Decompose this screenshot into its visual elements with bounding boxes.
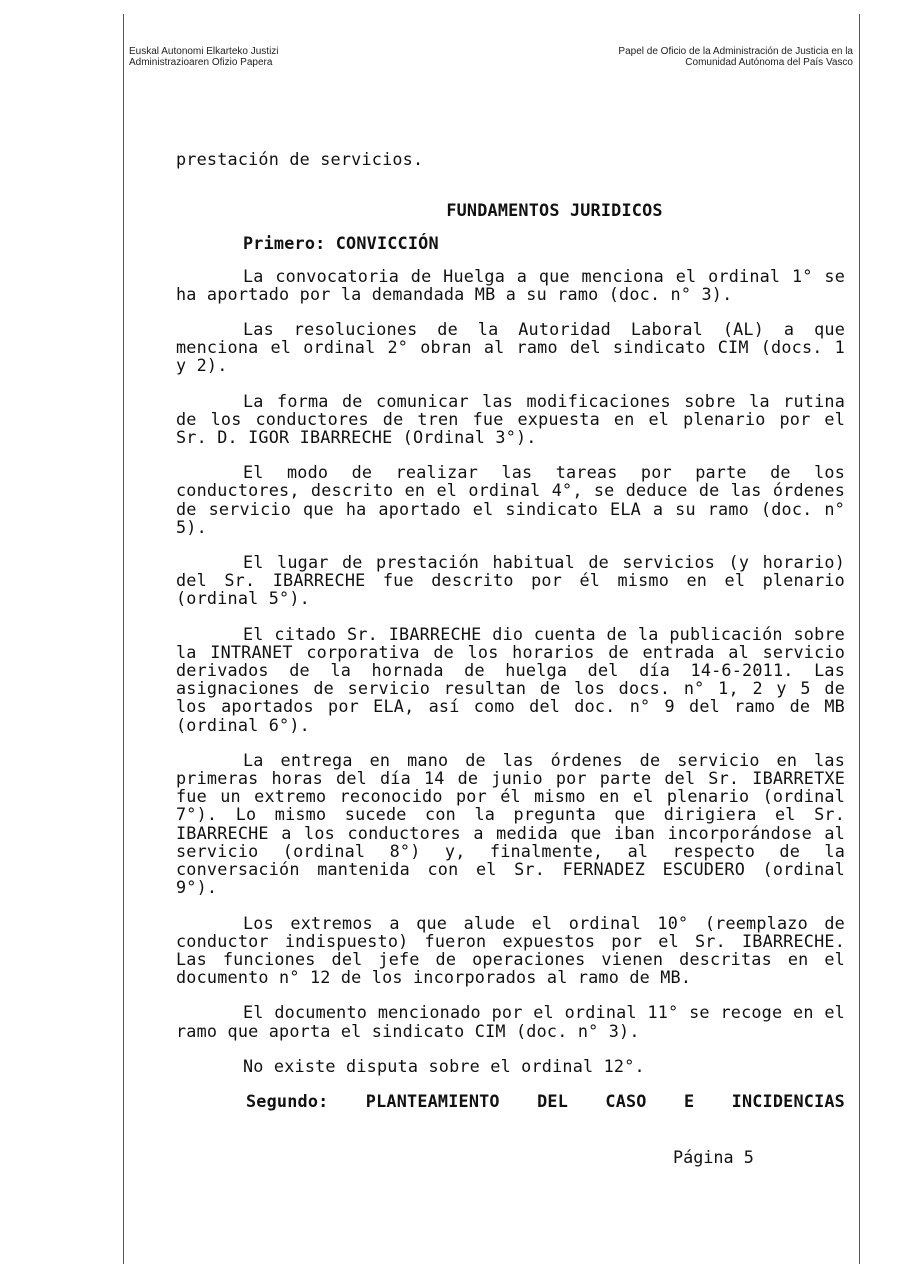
paragraph: La forma de comunicar las modificaciones sobre la rutina de los conductores de tren fue expuesta en el plenario por el Sr. D. IGOR IBARRECHE (Ordinal 3°).: [176, 390, 845, 448]
next-section-word: PLANTEAMIENTO: [365, 1090, 500, 1111]
next-section-word: E: [683, 1090, 695, 1111]
paragraph: Las resoluciones de la Autoridad Laboral (AL) a que menciona el ordinal 2° obran al ramo del sindicato CIM (docs. 1 y 2).: [176, 319, 845, 376]
paragraph: No existe disputa sobre el ordinal 12°.: [243, 1055, 645, 1076]
paragraph: El citado Sr. IBARRECHE dio cuenta de la publicación sobre la INTRANET corporativa de los horarios de entrada al servicio derivados de la hornada de huelga del día 14-6-2011. Las asignaciones de servicio resultan de los docs. n° 1, 2 y 5 de los aportados por ELA, así como del doc. n° 9 del ramo de MB (ordinal 6°).: [176, 623, 845, 735]
section-title: FUNDAMENTOS JURIDICOS: [446, 200, 663, 221]
paragraph: El documento mencionado por el ordinal 11° se recoge en el ramo que aporta el sindicato CIM (doc. n° 3).: [176, 1002, 845, 1041]
next-section-word: INCIDENCIAS: [731, 1090, 845, 1111]
header-basque: [129, 46, 279, 68]
paragraph: La entrega en mano de las órdenes de servicio en las primeras horas del día 14 de junio por parte del Sr. IBARRETXE fue un extremo reconocido por él mismo en el plenario (ordinal 7°). Lo mismo sucede con la pregunta que dirigiera el Sr. IBARRECHE a los conductores a medida que iban incorporándose al servicio (ordinal 8°) y, finalmente, al respecto de la conversación mantenida con el Sr. FERNADEZ ESCUDERO (ordinal 9°).: [176, 749, 845, 898]
right-margin-rule: [859, 14, 860, 1264]
paragraph: El lugar de prestación habitual de servicios (y horario) del Sr. IBARRECHE fue descrito por él mismo en el plenario (ordinal 5°).: [176, 552, 845, 609]
subsection-title: Primero: CONVICCIÓN: [243, 233, 439, 254]
page-number: Página 5: [673, 1147, 754, 1167]
header-left-line-2: Administrazioaren Ofizio Papera: [129, 57, 273, 68]
paragraph: Los extremos a que alude el ordinal 10° (reemplazo de conductor indispuesto) fueron expuestos por el Sr. IBARRECHE. Las funciones del jefe de operaciones vienen descritas en el documento n° 12 de los incorporados al ramo de MB.: [176, 912, 845, 988]
lead-line: prestación de servicios.: [176, 149, 424, 169]
next-section-word: DEL: [537, 1090, 569, 1111]
paragraph: El modo de realizar las tareas por parte de los conductores, descrito en el ordinal 4°, se deduce de las órdenes de servicio que ha aportado el sindicato ELA a su ramo (doc. n° 5).: [176, 462, 845, 537]
header-right-line-1: Papel de Oficio de la Administración de Justicia en la: [618, 46, 853, 57]
header-spanish: [618, 46, 853, 68]
next-section-word: CASO: [605, 1090, 647, 1111]
header-left-line-1: Euskal Autonomi Elkarteko Justizi: [129, 46, 279, 57]
next-section-title: [246, 1092, 845, 1110]
next-section-word: Segundo:: [246, 1090, 329, 1111]
header-right-line-2: Comunidad Autónoma del País Vasco: [685, 57, 853, 68]
left-margin-rule: [123, 14, 124, 1264]
paragraph: La convocatoria de Huelga a que menciona el ordinal 1° se ha aportado por la demandada MB a su ramo (doc. n° 3).: [176, 265, 845, 304]
document-body: [176, 150, 845, 1124]
